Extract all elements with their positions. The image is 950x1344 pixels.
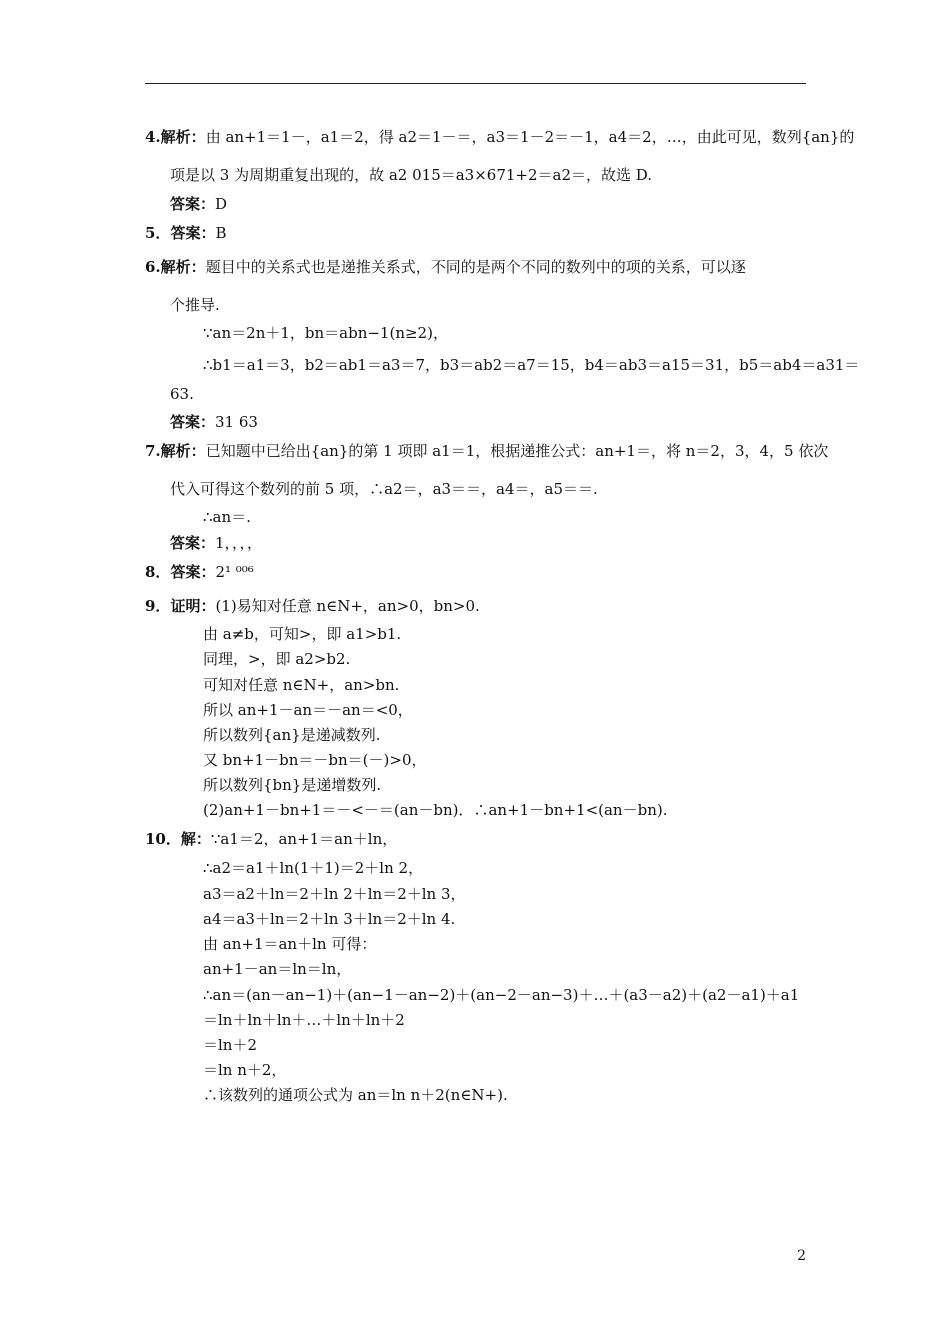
line-q6-continued: 个推导. <box>170 296 220 314</box>
line-q9-step4: 所以 an+1－an＝－an＝<0， <box>203 701 413 719</box>
page-number: 2 <box>797 1248 806 1264</box>
line-q10-step9: ＝ln n＋2， <box>203 1061 287 1079</box>
line-q5-answer: 5．答案：B <box>145 224 227 242</box>
line-q10-step4: 由 an+1＝an＋ln 可得： <box>203 935 377 953</box>
line-q7-continued: 代入可得这个数列的前 5 项，∴a2＝，a3＝＝，a4＝，a5＝＝. <box>170 480 598 498</box>
line-q9-proof: 9．证明：(1)易知对任意 n∈N+，an>0，bn>0. <box>145 597 480 615</box>
line-q10-step7: ＝ln＋ln＋ln＋…＋ln＋ln＋2 <box>203 1011 405 1029</box>
line-q9-step7: 所以数列{bn}是递增数列. <box>203 776 382 794</box>
line-q4-analysis: 4.解析：由 an+1＝1－，a1＝2，得 a2＝1－＝，a3＝1－2＝－1，a4＝2，…，由此可见，数列{an}的 <box>145 128 855 146</box>
line-q6-given: ∵an＝2n＋1，bn＝abn−1(n≥2)， <box>203 324 448 342</box>
line-q7-formula: ∴an＝. <box>203 508 251 526</box>
line-q9-step6: 又 bn+1－bn＝－bn＝(－)>0， <box>203 751 427 769</box>
line-q10-step3: a4＝a3＋ln＝2＋ln 3＋ln＝2＋ln 4. <box>203 910 456 928</box>
line-q6-answer: 答案：31 63 <box>170 413 258 431</box>
line-q9-step2: 同理，>，即 a2>b2. <box>203 650 351 668</box>
line-q6-analysis: 6.解析：题目中的关系式也是递推关系式，不同的是两个不同的数列中的项的关系，可以逐 <box>145 258 746 276</box>
line-q10-step5: an+1－an＝ln＝ln， <box>203 960 352 978</box>
line-q10-conclusion: ∴该数列的通项公式为 an＝ln n＋2(n∈N+). <box>203 1086 508 1104</box>
line-q6-derivation: ∴b1＝a1＝3，b2＝ab1＝a3＝7，b3＝ab2＝a7＝15，b4＝ab3＝a15＝31，b5＝ab4＝a31＝ <box>203 356 860 374</box>
line-q10-solution: 10．解：∵a1＝2，an+1＝an＋ln， <box>145 830 398 848</box>
line-q4-answer: 答案：D <box>170 195 228 213</box>
line-q10-step6: ∴an＝(an－an−1)＋(an−1－an−2)＋(an−2－an−3)＋…＋(a3－a2)＋(a2－a1)＋a1 <box>203 986 800 1004</box>
line-q9-step5: 所以数列{an}是递减数列. <box>203 726 381 744</box>
line-q10-step2: a3＝a2＋ln＝2＋ln 2＋ln＝2＋ln 3， <box>203 885 466 903</box>
line-q7-answer: 答案：1，，，， <box>170 534 263 552</box>
line-q10-step8: ＝ln＋2 <box>203 1036 258 1054</box>
line-q8-answer: 8．答案：2¹ ⁰⁰⁶ <box>145 563 254 581</box>
line-q6-derivation-end: 63. <box>170 385 194 403</box>
line-q9-part2: (2)an+1－bn+1＝－<－＝(an－bn)．∴an+1－bn+1<(an－bn). <box>203 801 668 819</box>
line-q9-step3: 可知对任意 n∈N+，an>bn. <box>203 676 400 694</box>
line-q9-step1: 由 a≠b，可知>，即 a1>b1. <box>203 625 402 643</box>
line-q10-step1: ∴a2＝a1＋ln(1＋1)＝2＋ln 2， <box>203 859 424 877</box>
header-rule <box>145 83 806 84</box>
line-q4-continued: 项是以 3 为周期重复出现的，故 a2 015＝a3×671+2＝a2＝，故选 D. <box>170 166 653 184</box>
line-q7-analysis: 7.解析：已知题中已给出{an}的第 1 项即 a1＝1，根据递推公式：an+1＝，将 n＝2，3，4，5 依次 <box>145 442 829 460</box>
